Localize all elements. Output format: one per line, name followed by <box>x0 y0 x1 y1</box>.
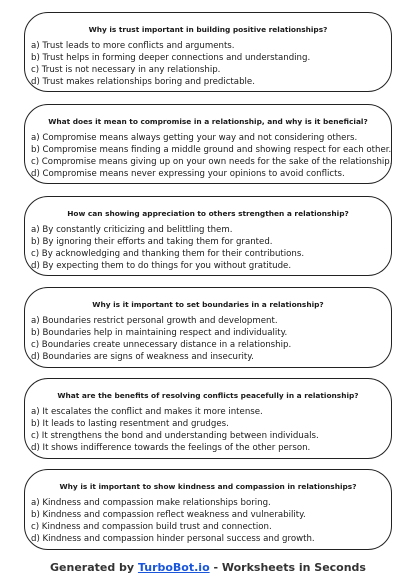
option-c: c) Kindness and compassion build trust and connection. <box>31 522 272 532</box>
option-b: b) Kindness and compassion reflect weakness and vulnerability. <box>31 510 306 520</box>
footer-suffix: - Worksheets in Seconds <box>209 561 366 574</box>
option-a: a) Trust leads to more conflicts and arguments. <box>31 41 235 51</box>
option-c: c) Compromise means giving up on your own needs for the sake of the relationship. <box>31 157 393 167</box>
question-text: Why is trust important in building positive relationships? <box>88 25 328 34</box>
footer <box>0 561 416 574</box>
option-c: c) Boundaries create unnecessary distance in a relationship. <box>31 340 292 350</box>
question-card-6 <box>24 469 392 550</box>
option-d: d) Compromise means never expressing your opinions to avoid conflicts. <box>31 169 345 179</box>
question-card-2 <box>24 104 392 184</box>
option-c: c) It strengthens the bond and understanding between individuals. <box>31 431 319 441</box>
option-b: b) By ignoring their efforts and taking them for granted. <box>31 237 273 247</box>
question-card-1 <box>24 12 392 92</box>
option-d: d) Trust makes relationships boring and predictable. <box>31 77 255 87</box>
option-d: d) By expecting them to do things for you without gratitude. <box>31 261 292 271</box>
question-card-5 <box>24 378 392 459</box>
question-text: What are the benefits of resolving conflicts peacefully in a relationship? <box>57 391 359 400</box>
option-b: b) Boundaries help in maintaining respect and individuality. <box>31 328 288 338</box>
footer-prefix: Generated by <box>50 561 138 574</box>
option-a: a) Kindness and compassion make relationships boring. <box>31 498 271 508</box>
option-c: c) By acknowledging and thanking them for their contributions. <box>31 249 305 259</box>
question-card-4 <box>24 287 392 368</box>
option-a: a) It escalates the conflict and makes it more intense. <box>31 407 263 417</box>
option-a: a) By constantly criticizing and belittling them. <box>31 225 233 235</box>
question-text: What does it mean to compromise in a relationship, and why is it beneficial? <box>48 117 368 126</box>
question-text: How can showing appreciation to others strengthen a relationship? <box>67 209 349 218</box>
brand-link[interactable]: TurboBot.io <box>137 561 210 574</box>
question-card-3 <box>24 196 392 276</box>
option-d: d) Kindness and compassion hinder personal success and growth. <box>31 534 315 544</box>
option-c: c) Trust is not necessary in any relationship. <box>31 65 221 75</box>
option-d: d) Boundaries are signs of weakness and insecurity. <box>31 352 254 362</box>
option-d: d) It shows indifference towards the feelings of the other person. <box>31 443 311 453</box>
option-a: a) Boundaries restrict personal growth and development. <box>31 316 278 326</box>
option-b: b) Compromise means finding a middle ground and showing respect for each other. <box>31 145 392 155</box>
option-a: a) Compromise means always getting your way and not considering others. <box>31 133 358 143</box>
question-text: Why is it important to show kindness and compassion in relationships? <box>59 482 357 491</box>
option-b: b) It leads to lasting resentment and grudges. <box>31 419 229 429</box>
question-text: Why is it important to set boundaries in a relationship? <box>92 300 324 309</box>
option-b: b) Trust helps in forming deeper connections and understanding. <box>31 53 311 63</box>
